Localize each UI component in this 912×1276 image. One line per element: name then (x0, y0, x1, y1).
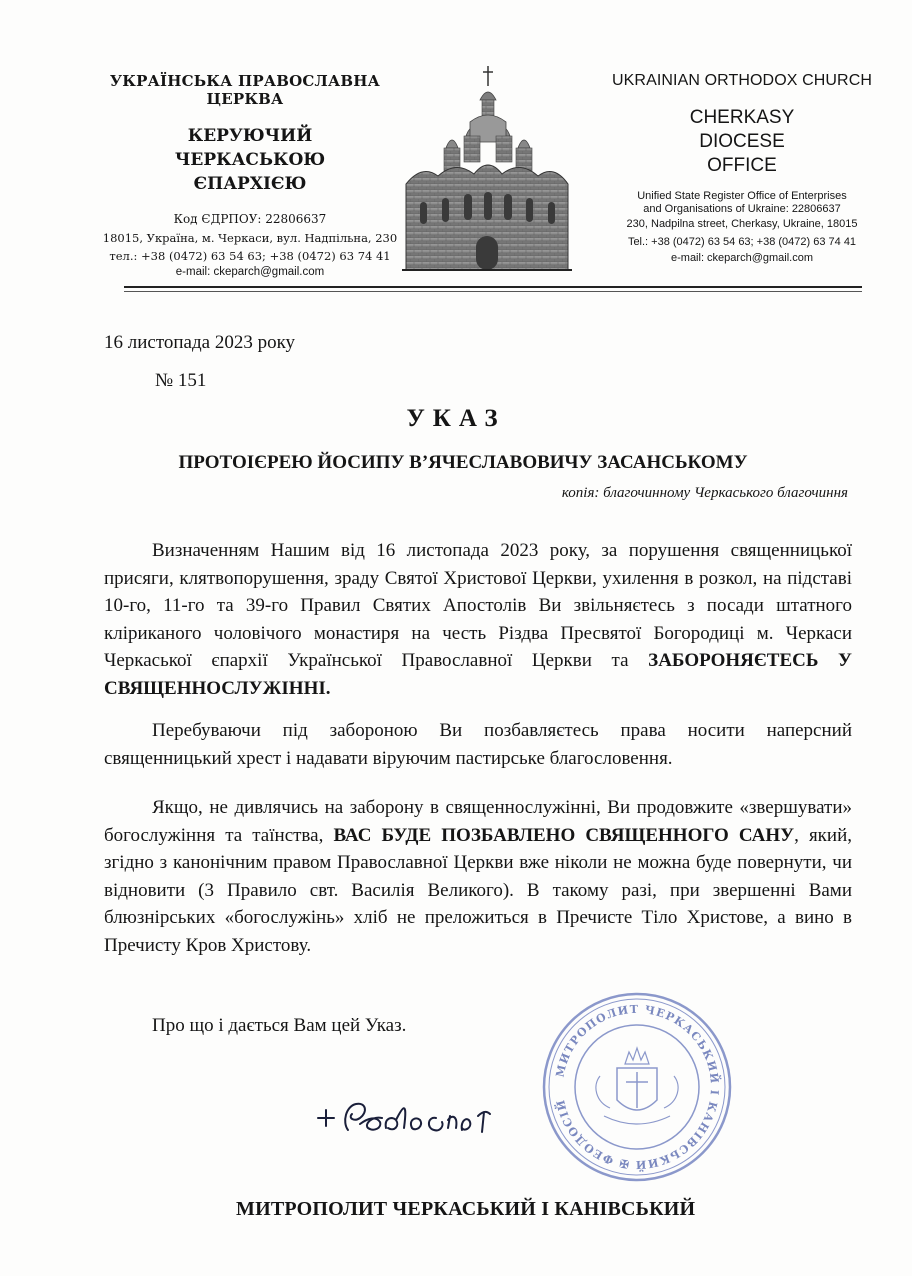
paragraph-text: Якщо, не дивлячись на заборону в священнослужінні, Ви продовжите «звершувати» богослужіння та таїнства, (104, 797, 852, 846)
letterhead-english (600, 72, 884, 265)
addressee: ПРОТОІЄРЕЮ ЙОСИПУ В’ЯЧЕСЛАВОВИЧУ ЗАСАНСЬКОМУ (178, 452, 748, 473)
paragraph-text: Про що і дається Вам цей Указ. (152, 1015, 407, 1036)
paragraph-text: , який, згідно з канонічним правом Православної Церкви вже ніколи не можна буде повернути, чи відновити (3 Правило свт. Василія Великого). В такому разі, при звершенні Вами блюзнірських «богослужінь» хліб не преложиться в Пречисте Тіло Христове, а вино в Пречисту Кров Христову. (104, 824, 852, 956)
church-seal (540, 990, 734, 1184)
paragraph-warning (104, 794, 852, 959)
office-line: КЕРУЮЧИЙ (187, 126, 313, 146)
email-ua: e-mail: ckeparch@gmail.com (175, 266, 325, 278)
paragraph-closing (104, 1012, 852, 1040)
office-line: ЄПАРХІЄЮ (193, 174, 307, 194)
phone-ua: тел.: +38 (0472) 63 54 63; +38 (0472) 63 74 41 (109, 249, 391, 263)
address-ua: 18015, Україна, м. Черкаси, вул. Надпільна, 230 (102, 231, 398, 245)
paragraph-restrictions (104, 717, 852, 772)
email-en: e-mail: ckeparch@gmail.com (671, 252, 813, 264)
office-line: CHERKASY (689, 107, 795, 128)
paragraph-decision (104, 537, 852, 702)
paragraph-emphasis: ЗАБОРОНЯЄТЕСЬ У СВЯЩЕННОСЛУЖІННІ. (104, 650, 852, 699)
document-number: № 151 (155, 370, 207, 391)
letterhead-divider-thin (124, 291, 862, 292)
registry-line: Unified State Register Office of Enterprises (637, 190, 847, 202)
cathedral-illustration (402, 64, 572, 278)
paragraph-text: Визначенням Нашим від 16 листопада 2023 року, за порушення священницької присяги, клятвопорушення, зраду Святої Христової Церкви, ухилення в розкол, на підставі 10-го, 11-го та 39-го Правил Святих Апостолів Ви звільняєтесь з посади штатного кліриканого чоловічого монастиря на честь Різдва Пресвятої Богородиці м. Черкаси Черкаської єпархії Української Православної Церкви та (104, 540, 852, 671)
phone-en: Tel.: +38 (0472) 63 54 63; +38 (0472) 63 74 41 (627, 236, 857, 248)
letterhead-ukrainian (100, 72, 400, 278)
address-en: 230, Nadpilna street, Cherkasy, Ukraine, 18015 (626, 218, 858, 230)
signer-title: МИТРОПОЛИТ ЧЕРКАСЬКИЙ І КАНІВСЬКИЙ (236, 1198, 696, 1220)
office-title-ua (100, 124, 400, 196)
edrpou-code: Код ЄДРПОУ: 22806637 (173, 212, 327, 226)
document-date: 16 листопада 2023 року (104, 332, 296, 353)
letterhead-divider (124, 286, 862, 288)
handwritten-signature (312, 1088, 518, 1144)
registry-line: and Organisations of Ukraine: 22806637 (643, 203, 841, 215)
church-name-en: UKRAINIAN ORTHODOX CHURCH (612, 72, 872, 89)
office-line: DIOCESE (699, 131, 785, 152)
paragraph-emphasis: ВАС БУДЕ ПОЗБАВЛЕНО СВЯЩЕННОГО САНУ (333, 824, 795, 846)
church-name-ua: УКРАЇНСЬКА ПРАВОСЛАВНА ЦЕРКВА (109, 72, 381, 108)
seal-text: МИТРОПОЛИТ ЧЕРКАСЬКИЙ І КАНІВСЬКИЙ ✠ ФЕОДОСІЙ (553, 1002, 722, 1172)
paragraph-text: Перебуваючи під забороною Ви позбавляєтесь права носити наперсний священницький хрест і надавати віруючим пастирське благословення. (104, 720, 852, 769)
copy-note: копія: благочинному Черкаського благочиння (561, 485, 848, 501)
document-title: УКАЗ (406, 405, 506, 432)
office-line: ЧЕРКАСЬКОЮ (174, 150, 326, 170)
office-title-en (600, 106, 884, 178)
office-line: OFFICE (707, 155, 777, 176)
